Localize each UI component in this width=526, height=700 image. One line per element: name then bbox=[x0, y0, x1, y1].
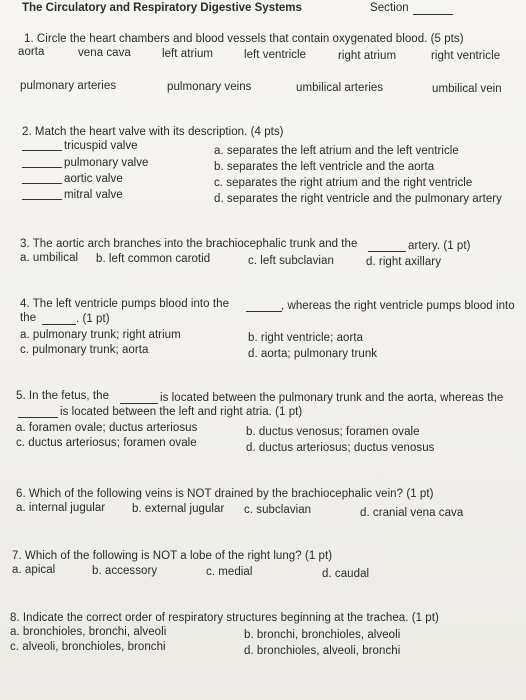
q3-option[interactable]: b. left common carotid bbox=[96, 253, 211, 265]
q6-option[interactable]: c. subclavian bbox=[244, 504, 312, 516]
q6-prompt: 6. Which of the following veins is NOT drained by the brachiocephalic vein? (1 pt) bbox=[16, 488, 434, 500]
q8-option[interactable]: c. alveoli, bronchioles, bronchi bbox=[10, 641, 166, 653]
q2-description: a. separates the left atrium and the left ventricle bbox=[214, 145, 459, 157]
q6-option[interactable]: a. internal jugular bbox=[16, 502, 106, 514]
q4-prompt-line2-start: the bbox=[20, 312, 37, 324]
q7-option[interactable]: d. caudal bbox=[322, 568, 370, 580]
q5-prompt-mid: is located between the pulmonary trunk and the aorta, whereas the bbox=[160, 392, 504, 404]
q1-option[interactable]: umbilical vein bbox=[432, 83, 502, 95]
q8-option[interactable]: a. bronchioles, bronchi, alveoli bbox=[10, 626, 167, 638]
q2-description: d. separates the right ventricle and the pulmonary artery bbox=[214, 193, 502, 205]
q3-blank[interactable] bbox=[368, 251, 406, 252]
q4-prompt-line2-end: . (1 pt) bbox=[76, 313, 110, 325]
q4-option[interactable]: c. pulmonary trunk; aorta bbox=[20, 344, 149, 356]
q7-option[interactable]: b. accessory bbox=[92, 565, 158, 577]
q5-option[interactable]: d. ductus arteriosus; ductus venosus bbox=[246, 442, 435, 454]
worksheet-title: The Circulatory and Respiratory Digestive Systems bbox=[22, 2, 302, 14]
q2-description: b. separates the left ventricle and the aorta bbox=[214, 161, 435, 173]
q1-option[interactable]: right atrium bbox=[338, 50, 397, 62]
q6-option[interactable]: d. cranial vena cava bbox=[360, 507, 464, 519]
q1-option[interactable]: right ventricle bbox=[431, 50, 501, 62]
section-label: Section bbox=[370, 2, 409, 14]
q4-option[interactable]: b. right ventricle; aorta bbox=[248, 332, 364, 344]
q1-option[interactable]: left atrium bbox=[162, 48, 214, 60]
section-blank[interactable] bbox=[413, 14, 453, 15]
q5-option[interactable]: a. foramen ovale; ductus arteriosus bbox=[16, 422, 198, 434]
q4-option[interactable]: a. pulmonary trunk; right atrium bbox=[20, 329, 181, 341]
q5-blank[interactable] bbox=[120, 403, 158, 404]
q5-prompt-start: 5. In the fetus, the bbox=[16, 390, 110, 402]
q2-valve: tricuspid valve bbox=[64, 140, 138, 152]
q6-option[interactable]: b. external jugular bbox=[132, 503, 225, 515]
q1-option[interactable]: aorta bbox=[18, 46, 45, 58]
q4-blank[interactable] bbox=[246, 311, 282, 312]
q2-answer-blank[interactable] bbox=[22, 199, 62, 200]
q3-option[interactable]: c. left subclavian bbox=[248, 255, 334, 267]
q1-prompt: 1. Circle the heart chambers and blood vessels that contain oxygenated blood. (5 pts) bbox=[24, 33, 464, 45]
q4-prompt-start: 4. The left ventricle pumps blood into the bbox=[20, 298, 230, 310]
q4-blank[interactable] bbox=[42, 324, 76, 325]
q7-option[interactable]: a. apical bbox=[12, 564, 56, 576]
q8-prompt: 8. Indicate the correct order of respiratory structures beginning at the trachea. (1 pt) bbox=[10, 612, 439, 624]
q4-option[interactable]: d. aorta; pulmonary trunk bbox=[248, 348, 378, 360]
q1-option[interactable]: pulmonary arteries bbox=[20, 80, 117, 92]
q2-valve: aortic valve bbox=[64, 173, 123, 185]
q7-option[interactable]: c. medial bbox=[206, 566, 253, 578]
q1-option[interactable]: left ventricle bbox=[244, 49, 307, 61]
q5-prompt-line2: is located between the left and right atria. (1 pt) bbox=[60, 406, 303, 418]
q1-option[interactable]: vena cava bbox=[78, 47, 131, 59]
q2-answer-blank[interactable] bbox=[22, 150, 62, 151]
q5-option[interactable]: c. ductus arteriosus; foramen ovale bbox=[16, 437, 197, 449]
q4-prompt-mid: , whereas the right ventricle pumps blood into bbox=[281, 300, 515, 312]
q2-answer-blank[interactable] bbox=[22, 167, 62, 168]
q5-blank[interactable] bbox=[18, 417, 58, 418]
q2-valve: mitral valve bbox=[64, 189, 123, 201]
q3-option[interactable]: a. umbilical bbox=[20, 252, 79, 264]
q8-option[interactable]: d. bronchioles, alveoli, bronchi bbox=[244, 645, 401, 657]
q1-option[interactable]: pulmonary veins bbox=[167, 81, 252, 93]
q3-option[interactable]: d. right axillary bbox=[366, 256, 441, 268]
q7-prompt: 7. Which of the following is NOT a lobe of the right lung? (1 pt) bbox=[12, 550, 333, 562]
q2-prompt: 2. Match the heart valve with its description. (4 pts) bbox=[22, 126, 284, 138]
q3-prompt-start: 3. The aortic arch branches into the brachiocephalic trunk and the bbox=[20, 238, 358, 250]
q2-answer-blank[interactable] bbox=[22, 183, 62, 184]
q1-option[interactable]: umbilical arteries bbox=[296, 82, 384, 94]
q8-option[interactable]: b. bronchi, bronchioles, alveoli bbox=[244, 629, 401, 641]
q5-option[interactable]: b. ductus venosus; foramen ovale bbox=[246, 426, 420, 438]
q2-description: c. separates the right atrium and the right ventricle bbox=[214, 177, 473, 189]
q3-prompt-end: artery. (1 pt) bbox=[408, 240, 471, 252]
q2-valve: pulmonary valve bbox=[64, 157, 149, 169]
